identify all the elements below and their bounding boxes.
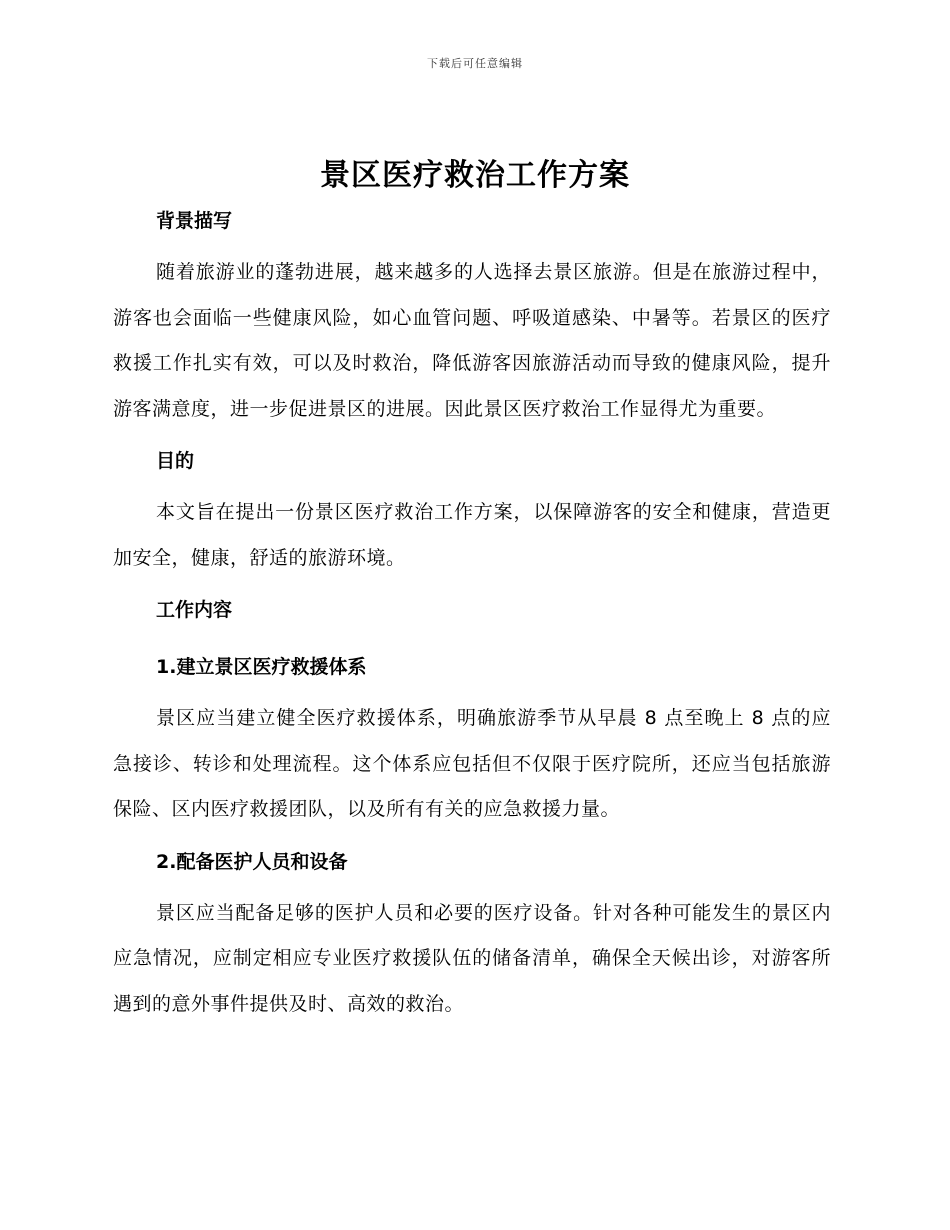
section-text-purpose: 本文旨在提出一份景区医疗救治工作方案，以保障游客的安全和健康，营造更加安全，健康，舒适的旅游环境。 [113, 501, 831, 569]
item-text-2: 景区应当配备足够的医护人员和必要的医疗设备。针对各种可能发生的景区内应急情况，应制定相应专业医疗救援队伍的储备清单，确保全天候出诊，对游客所遇到的意外事件提供及时、高效的救治。 [113, 901, 831, 1015]
document-body [113, 204, 831, 1027]
section-text-background: 随着旅游业的蓬勃进展，越来越多的人选择去景区旅游。但是在旅游过程中，游客也会面临一些健康风险，如心血管问题、呼吸道感染、中暑等。若景区的医疗救援工作扎实有效，可以及时救治，降低游客因旅游活动而导致的健康风险，提升游客满意度，进一步促进景区的进展。因此景区医疗救治工作显得尤为重要。 [113, 261, 831, 420]
page-header-note: 下载后可任意编辑 [427, 57, 523, 70]
section-heading-purpose: 目的 [156, 450, 195, 472]
item-text-1: 景区应当建立健全医疗救援体系，明确旅游季节从早晨 8 点至晚上 8 点的应急接诊、转诊和处理流程。这个体系应包括但不仅限于医疗院所，还应当包括旅游保险、区内医疗救援团队，以及所有有关的应急救援力量。 [113, 707, 831, 820]
item-heading-2: 2.配备医护人员和设备 [156, 850, 348, 873]
item-heading-1: 1.建立景区医疗救援体系 [156, 656, 367, 678]
section-heading-background: 背景描写 [156, 210, 233, 232]
document-title: 景区医疗救治工作方案 [320, 158, 630, 193]
section-heading-work-content: 工作内容 [156, 599, 233, 621]
